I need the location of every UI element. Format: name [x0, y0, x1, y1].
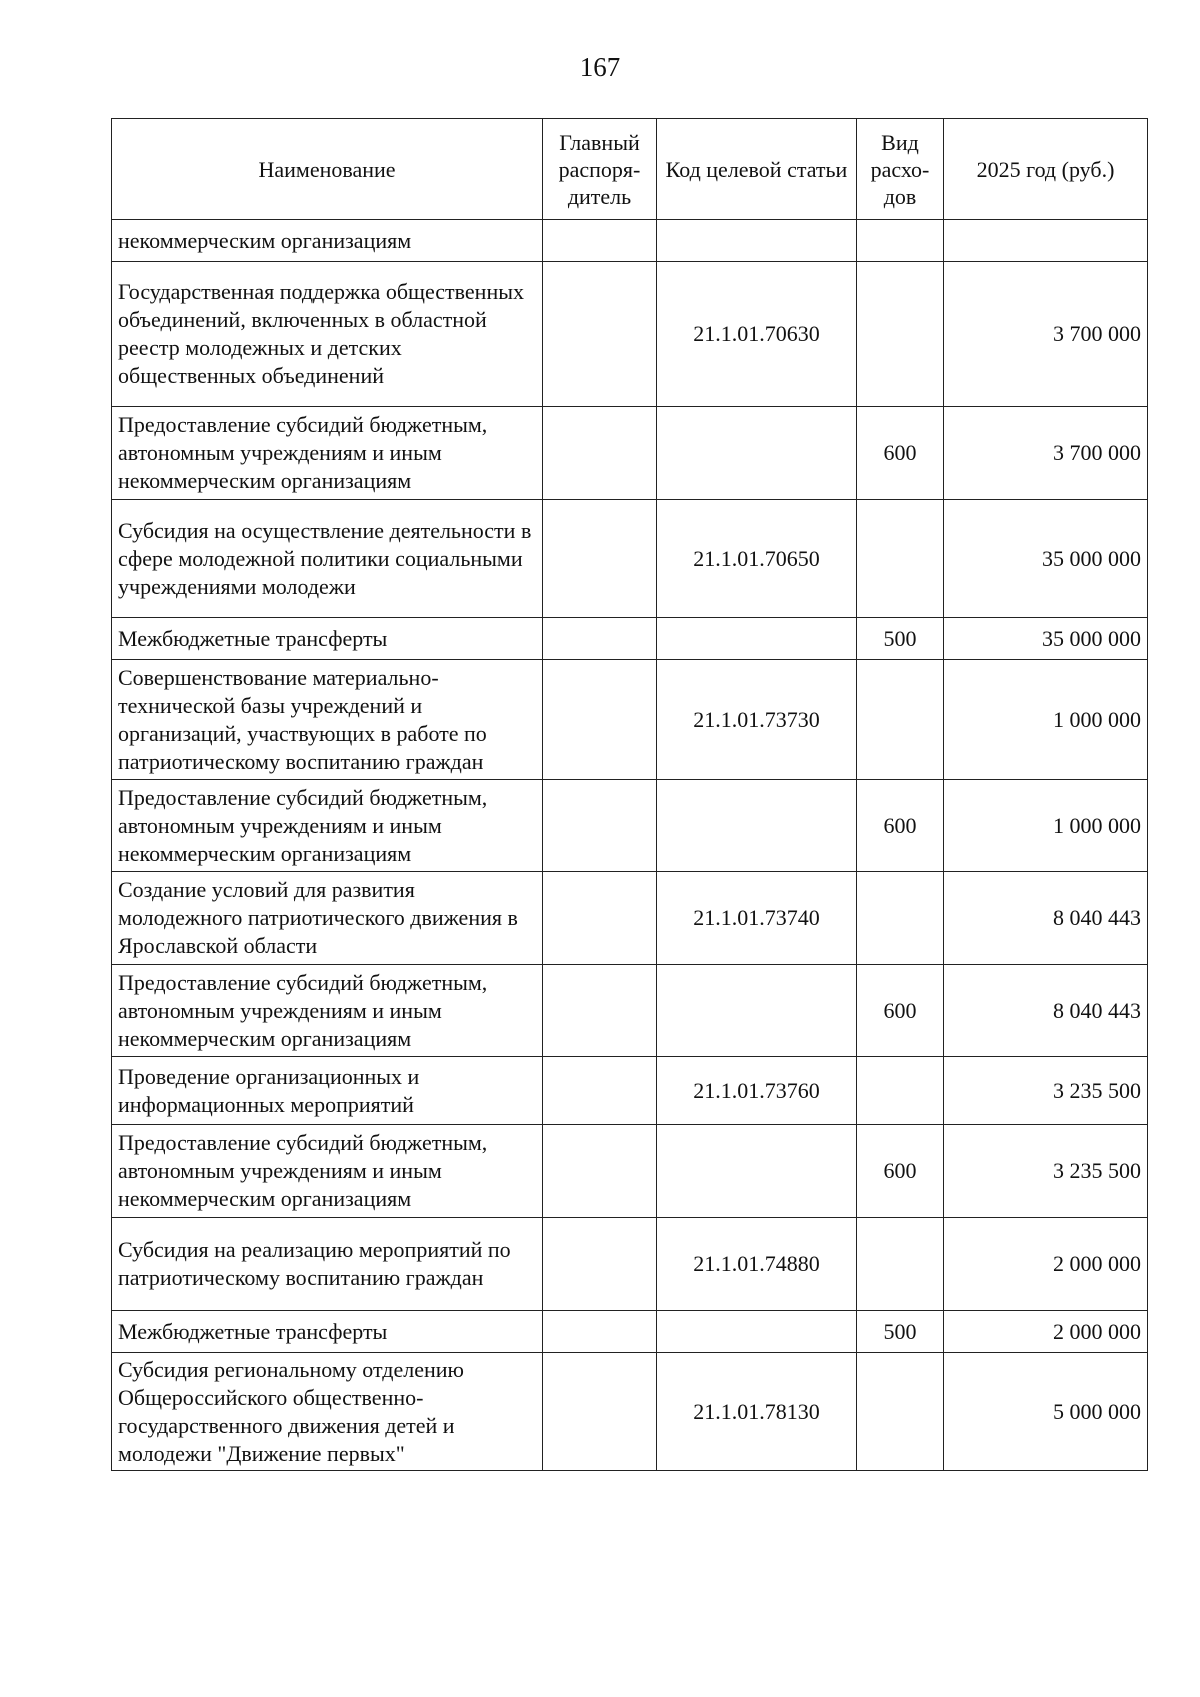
- cell-code: 21.1.01.73730: [657, 660, 857, 780]
- cell-name: Предоставление субсидий бюджетным, автономным учреждениям и иным некоммерческим организациям: [112, 780, 543, 872]
- cell-admin: [543, 262, 657, 407]
- cell-amount: 35 000 000: [944, 618, 1148, 660]
- cell-name: Межбюджетные трансферты: [112, 618, 543, 660]
- cell-amount: 8 040 443: [944, 965, 1148, 1057]
- budget-table: [111, 118, 1148, 1471]
- table-row: [112, 500, 1148, 618]
- cell-admin: [543, 1311, 657, 1353]
- cell-amount: 3 700 000: [944, 262, 1148, 407]
- table-row: [112, 1125, 1148, 1218]
- cell-name: Создание условий для развития молодежного патриотического движения в Ярославской области: [112, 872, 543, 965]
- cell-code: 21.1.01.73760: [657, 1057, 857, 1125]
- cell-admin: [543, 407, 657, 500]
- cell-name: некоммерческим организациям: [112, 220, 543, 262]
- cell-code: [657, 1125, 857, 1218]
- cell-amount: 1 000 000: [944, 780, 1148, 872]
- cell-code: [657, 1311, 857, 1353]
- cell-amount: [944, 220, 1148, 262]
- cell-code: 21.1.01.73740: [657, 872, 857, 965]
- cell-amount: 35 000 000: [944, 500, 1148, 618]
- table-header: [112, 119, 1148, 220]
- table-row: [112, 1353, 1148, 1471]
- cell-name: Субсидия на реализацию мероприятий по патриотическому воспитанию граждан: [112, 1218, 543, 1311]
- table-body: [112, 220, 1148, 1471]
- cell-kind: [857, 1218, 944, 1311]
- cell-admin: [543, 1218, 657, 1311]
- cell-name: Предоставление субсидий бюджетным, автономным учреждениям и иным некоммерческим организациям: [112, 965, 543, 1057]
- cell-amount: 3 235 500: [944, 1057, 1148, 1125]
- cell-amount: 3 235 500: [944, 1125, 1148, 1218]
- cell-admin: [543, 660, 657, 780]
- cell-name: Проведение организационных и информационных мероприятий: [112, 1057, 543, 1125]
- cell-name: Предоставление субсидий бюджетным, автономным учреждениям и иным некоммерческим организациям: [112, 407, 543, 500]
- cell-kind: [857, 220, 944, 262]
- cell-kind: [857, 500, 944, 618]
- table-row: [112, 660, 1148, 780]
- header-code: Код целевой статьи: [657, 119, 857, 220]
- cell-name: Предоставление субсидий бюджетным, автономным учреждениям и иным некоммерческим организациям: [112, 1125, 543, 1218]
- cell-amount: 2 000 000: [944, 1218, 1148, 1311]
- cell-code: 21.1.01.74880: [657, 1218, 857, 1311]
- table-row: [112, 1218, 1148, 1311]
- cell-admin: [543, 780, 657, 872]
- table-row: [112, 965, 1148, 1057]
- header-row: [112, 119, 1148, 220]
- cell-kind: 600: [857, 965, 944, 1057]
- cell-admin: [543, 1353, 657, 1471]
- cell-kind: [857, 872, 944, 965]
- cell-name: Субсидия региональному отделению Общероссийского общественно-государственного движения детей и молодежи "Движение первых": [112, 1353, 543, 1471]
- table-row: [112, 220, 1148, 262]
- cell-kind: 600: [857, 1125, 944, 1218]
- cell-name: Государственная поддержка общественных объединений, включенных в областной реестр молодежных и детских общественных объединений: [112, 262, 543, 407]
- table-row: [112, 872, 1148, 965]
- header-admin: Главный распоря-дитель: [543, 119, 657, 220]
- cell-code: [657, 965, 857, 1057]
- table-row: [112, 780, 1148, 872]
- cell-code: [657, 220, 857, 262]
- cell-kind: [857, 1057, 944, 1125]
- cell-kind: 600: [857, 407, 944, 500]
- cell-kind: [857, 262, 944, 407]
- cell-admin: [543, 220, 657, 262]
- cell-amount: 2 000 000: [944, 1311, 1148, 1353]
- cell-kind: 500: [857, 618, 944, 660]
- page-number: 167: [579, 52, 621, 82]
- cell-admin: [543, 1125, 657, 1218]
- cell-code: 21.1.01.70650: [657, 500, 857, 618]
- header-kind: Вид расхо-дов: [857, 119, 944, 220]
- table-row: [112, 407, 1148, 500]
- cell-amount: 5 000 000: [944, 1353, 1148, 1471]
- cell-admin: [543, 500, 657, 618]
- cell-admin: [543, 618, 657, 660]
- cell-code: [657, 407, 857, 500]
- table-row: [112, 1057, 1148, 1125]
- cell-kind: 600: [857, 780, 944, 872]
- cell-code: 21.1.01.78130: [657, 1353, 857, 1471]
- cell-code: [657, 618, 857, 660]
- table-row: [112, 618, 1148, 660]
- cell-amount: 8 040 443: [944, 872, 1148, 965]
- cell-name: Совершенствование материально-технической базы учреждений и организаций, участвующих в работе по патриотическому воспитанию граждан: [112, 660, 543, 780]
- cell-kind: 500: [857, 1311, 944, 1353]
- cell-admin: [543, 965, 657, 1057]
- table-row: [112, 1311, 1148, 1353]
- header-amount: 2025 год (руб.): [944, 119, 1148, 220]
- table-row: [112, 262, 1148, 407]
- cell-kind: [857, 1353, 944, 1471]
- header-name: Наименование: [112, 119, 543, 220]
- cell-name: Межбюджетные трансферты: [112, 1311, 543, 1353]
- cell-admin: [543, 1057, 657, 1125]
- cell-name: Субсидия на осуществление деятельности в сфере молодежной политики социальными учреждениями молодежи: [112, 500, 543, 618]
- cell-amount: 3 700 000: [944, 407, 1148, 500]
- cell-kind: [857, 660, 944, 780]
- cell-code: 21.1.01.70630: [657, 262, 857, 407]
- cell-code: [657, 780, 857, 872]
- cell-admin: [543, 872, 657, 965]
- cell-amount: 1 000 000: [944, 660, 1148, 780]
